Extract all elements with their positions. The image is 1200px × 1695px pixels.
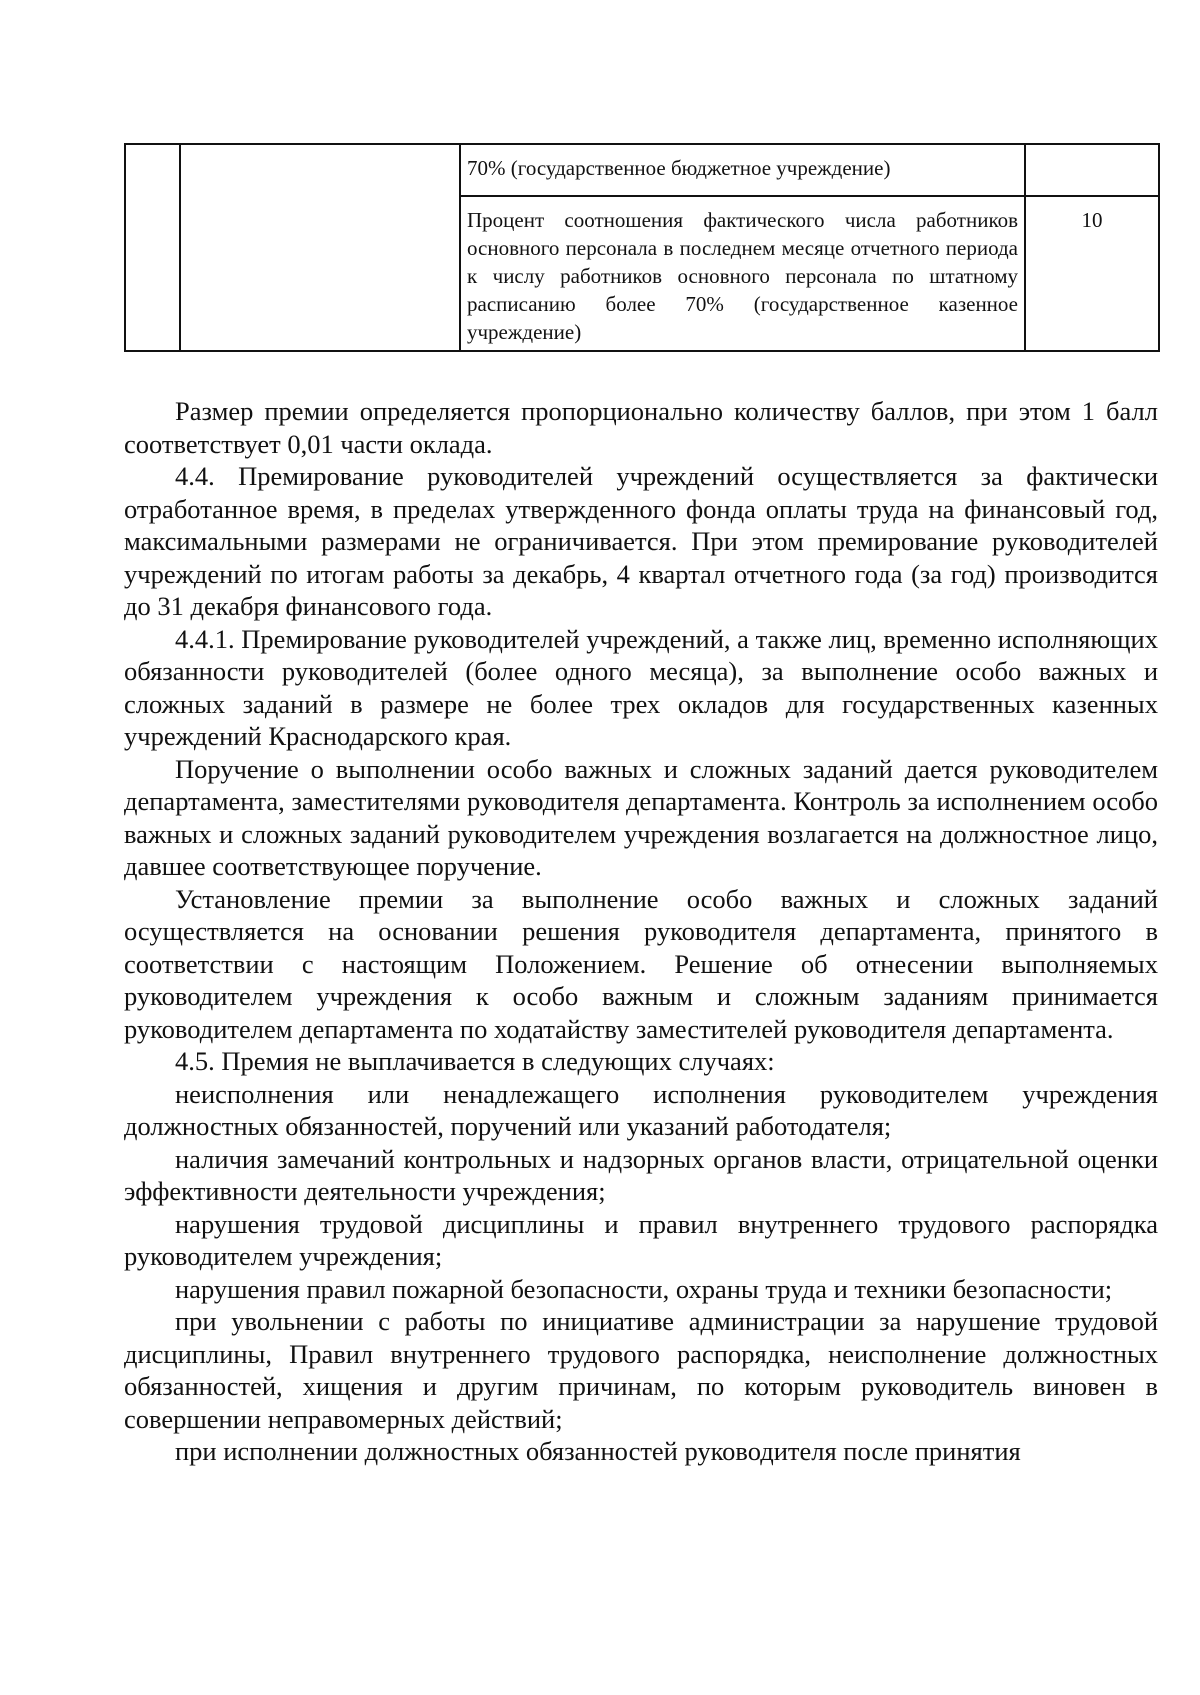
- list-item: при увольнении с работы по инициативе администрации за нарушение трудовой дисциплины, Правил внутреннего трудового распорядка, неисполнение должностных обязанностей, хищения и другим причинам, по которым руководитель виновен в совершении неправомерных действий;: [124, 1306, 1158, 1434]
- list-item: при исполнении должностных обязанностей руководителя после принятия: [175, 1436, 1021, 1466]
- number-cell: [125, 144, 180, 351]
- points-text: [1026, 145, 1158, 154]
- list-item: наличия замечаний контрольных и надзорных органов власти, отрицательной оценки эффективности деятельности учреждения;: [124, 1143, 1158, 1206]
- paragraph-assignment: Поручение о выполнении особо важных и сложных заданий дается руководителем департамента, заместителями руководителя департамента. Контроль за исполнением особо важных и сложных заданий руководителем учреждения возлагается на должностное лицо, давшее соответствующее поручение.: [124, 753, 1158, 881]
- criteria-table: [124, 143, 1160, 352]
- paragraph-4-4-1: 4.4.1. Премирование руководителей учреждений, а также лиц, временно исполняющих обязанности руководителей (более одного месяца), за выполнение особо важных и сложных заданий в размере не более трех окладов для государственных казенных учреждений Краснодарского края.: [124, 623, 1158, 751]
- list-item: неисполнения или ненадлежащего исполнения руководителем учреждения должностных обязанностей, поручений или указаний работодателя;: [124, 1078, 1158, 1141]
- paragraph-bonus-establishment: Установление премии за выполнение особо важных и сложных заданий осуществляется на основании решения руководителя департамента, принятого в соответствии с настоящим Положением. Решение об отнесении выполняемых руководителем учреждения к особо важным и сложным заданиям принимается руководителем департамента по ходатайству заместителей руководителя департамента.: [124, 883, 1158, 1044]
- list-item: нарушения правил пожарной безопасности, охраны труда и техники безопасности;: [175, 1273, 1113, 1304]
- points-cell: [1025, 196, 1159, 351]
- paragraph-premium-size: Размер премии определяется пропорционально количеству баллов, при этом 1 балл соответствует 0,01 части оклада.: [124, 396, 1158, 459]
- criterion-text: Процент соотношения фактического числа работников основного персонала в последнем месяце отчетного периода к числу работников основного персонала по штатному расписанию более 70% (государственное казенное учреждение): [467, 208, 1018, 344]
- table-row: [125, 144, 1159, 196]
- criterion-cell: [460, 144, 1025, 196]
- points-cell: [1025, 144, 1159, 196]
- document-body: [124, 395, 1158, 1468]
- criterion-cell: [460, 196, 1025, 351]
- list-item: нарушения трудовой дисциплины и правил внутреннего трудового распорядка руководителем учреждения;: [124, 1208, 1158, 1271]
- indicator-cell: [180, 144, 460, 351]
- paragraph-4-4: 4.4. Премирование руководителей учреждений осуществляется за фактически отработанное время, в пределах утвержденного фонда оплаты труда на финансовый год, максимальными размерами не ограничивается. При этом премирование руководителей учреждений по итогам работы за декабрь, 4 квартал отчетного года (за год) производится до 31 декабря финансового года.: [124, 461, 1158, 621]
- points-text: 10: [1081, 208, 1103, 232]
- paragraph-4-5: 4.5. Премия не выплачивается в следующих случаях:: [175, 1046, 775, 1076]
- criterion-text: 70% (государственное бюджетное учреждение): [467, 156, 891, 180]
